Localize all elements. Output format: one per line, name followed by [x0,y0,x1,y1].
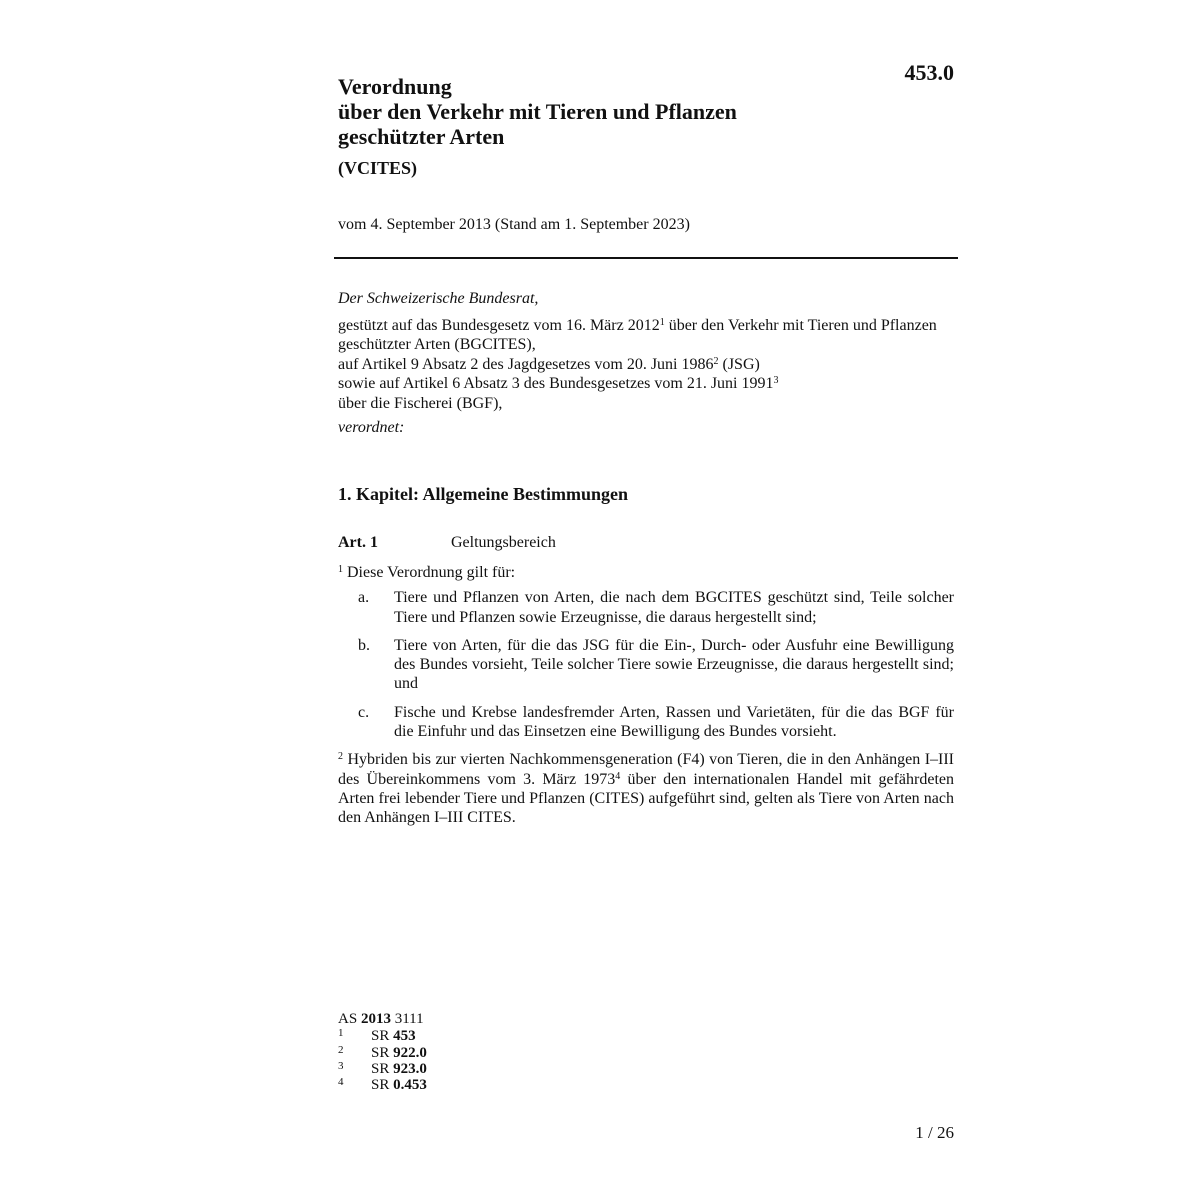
footnote-mark: 1 [338,1027,344,1040]
footnote-text [371,1061,427,1077]
footnote-mark: 4 [338,1076,344,1089]
preamble-basis-2a: auf Artikel 9 Absatz 2 des Jagdgesetzes vom 20. Juni 1986 [338,355,714,373]
list-item-letter: a. [358,589,370,607]
title-abbreviation: (VCITES) [338,158,418,178]
paragraph-2-text-b: über den internationalen Handel mit gefährdeten Arten frei lebender Tiere und Pflanzen (CITES) aufgeführt sind, gelten als Tiere von Arten nach den Anhängen I–III CITES. [338,770,955,827]
source-prefix: AS [338,1011,361,1027]
title-line-3: geschützter Arten [338,124,505,149]
list-item [338,703,954,742]
list-item-text: Fische und Krebse landesfremder Arten, Rassen und Varietäten, für die das BGF für die Einfuhr und das Einsetzen eine Bewilligung des Bundes vorsieht. [394,703,954,741]
paragraph-number-1: 1 [338,564,343,575]
footnote-mark: 2 [338,1043,344,1056]
footnote-text [371,1028,416,1044]
preamble-basis-2b: (JSG) [718,355,760,373]
list-item [338,588,954,627]
footnote-mark: 3 [338,1059,344,1072]
article-heading [338,534,958,552]
preamble-closing: verordnet: [338,419,405,436]
list-item-text: Tiere von Arten, für die das JSG für die Ein-, Durch- oder Ausfuhr eine Bewilligung des Bundes vorsieht, Teile solcher Tiere sowie Erzeugnisse, die daraus hergestellt sind; und [394,636,954,693]
document-title [338,74,958,179]
footnote-text [371,1045,427,1061]
footnote-ref: 453 [393,1028,416,1045]
title-line-1: Verordnung [338,74,452,99]
preamble-basis-1a: gestützt auf das Bundesgesetz vom 16. März 2012 [338,316,660,334]
article-title: Geltungsbereich [451,534,556,551]
chapter-heading: 1. Kapitel: Allgemeine Bestimmungen [338,484,628,504]
preamble-intro: Der Schweizerische Bundesrat, [338,290,539,307]
source-year: 2013 [360,1011,391,1027]
footnote-ref-3[interactable]: 3 [773,375,779,386]
footnote-text [371,1077,427,1093]
footnote-ref-4[interactable]: 4 [615,770,621,782]
footnote-prefix: SR [371,1044,394,1061]
list-item-letter: c. [358,703,370,721]
footnote-prefix: SR [371,1060,394,1077]
paragraph-number-2: 2 [338,751,343,763]
article-number: Art. 1 [338,534,378,551]
source-page: 3111 [390,1011,424,1027]
article-paragraph-1 [338,563,954,582]
preamble-basis [338,316,958,414]
preamble-basis-3a: sowie auf Artikel 6 Absatz 3 des Bundesgesetzes vom 21. Juni 1991 [338,375,774,392]
footnote-ref-1[interactable]: 1 [659,316,665,328]
footnote-prefix: SR [371,1028,394,1045]
preamble [338,289,958,438]
list-item [338,636,954,694]
article-paragraph-2 [338,750,954,827]
preamble-basis-1b: über den Verkehr mit Tieren und Pflanzen geschützter Arten (BGCITES), [338,316,937,353]
footnote-item [338,1077,427,1093]
title-line-2: über den Verkehr mit Tieren und Pflanzen [338,99,737,124]
list-item-letter: b. [358,636,370,654]
footnote-ref: 922.0 [393,1044,427,1061]
page-number: 1 / 26 [915,1123,954,1142]
preamble-basis-3b: über die Fischerei (BGF), [338,394,503,412]
date-line: vom 4. September 2013 (Stand am 1. September 2023) [338,216,690,233]
article-list [338,588,954,741]
paragraph-1-text: Diese Verordnung gilt für: [343,564,516,581]
footnote-ref: 0.453 [393,1077,427,1094]
sr-number: 453.0 [904,60,954,85]
footnotes [338,1011,427,1093]
footnote-prefix: SR [371,1077,394,1094]
title-divider [334,257,958,259]
article-body [338,563,954,828]
list-item-text: Tiere und Pflanzen von Arten, die nach dem BGCITES geschützt sind, Teile solcher Tiere und Pflanzen sowie Erzeugnisse, die daraus hergestellt sind; [394,589,954,626]
footnote-ref: 923.0 [393,1060,427,1077]
paragraph-2-text-a: Hybriden bis zur vierten Nachkommensgeneration (F4) von Tieren, die in den Anhängen I–III des Übereinkommens vom 3. März 1973 [338,751,954,788]
footnote-ref-2[interactable]: 2 [713,355,719,367]
